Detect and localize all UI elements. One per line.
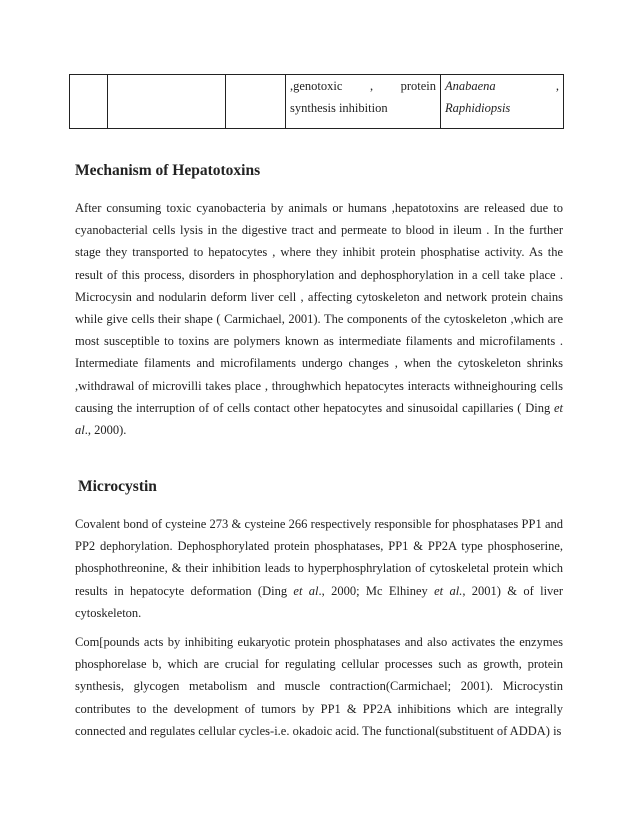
organisms-line-2: Raphidiopsis (445, 101, 511, 115)
paragraph-microcystin-2: Com[pounds acts by inhibiting eukaryotic protein phosphatases and also activates the enzymes phosphorelase b, which are crucial for regulating cellular processes such as growth, protein synthesis, glycogen metabolism and muscle contraction(Carmichael; 2001). Microcystin contributes to the development of tumors by PP1 & PP2A inhibitions which are integrally connected and regulates cellular cycles-i.e. okadoic acid. The functional(substituent of ADDA) is (75, 635, 563, 738)
effects-line-2: synthesis inhibition (290, 101, 388, 115)
table-cell-empty-1 (70, 75, 108, 129)
paragraph-microcystin-1: Covalent bond of cysteine 273 & cysteine 266 respectively responsible for phosphatases PP1 and PP2 dephorylation. Dephosphorylated protein phosphatases, PP1 & PP2A type phosphoserine, phosphothreonine, & their inhibition leads to hyperphosphrylation of cytoskeletal protein which results in hepatocyte deformation (Ding et al., 2000; Mc Elhiney et al., 2001) & of liver cytoskeleton. (75, 517, 564, 620)
continued-table (69, 74, 564, 129)
heading-microcystin: Microcystin (78, 478, 157, 495)
heading-mechanism: Mechanism of Hepatotoxins (75, 162, 261, 179)
effects-line-1: ,genotoxic , protein (290, 79, 436, 93)
table-cell-effects (286, 75, 441, 129)
table-row (70, 75, 564, 129)
table-cell-empty-3 (226, 75, 286, 129)
paragraph-mechanism: After consuming toxic cyanobacteria by animals or humans ,hepatotoxins are released due to cyanobacterial cells lysis in the digestive tract and permeate to blood in ileum . In the further stage they transported to hepatocytes , where they inhibit protein phosphatise activity. As the result of this process, disorders in phosphorylation and dephosphorylation in a cell take place . Microcysin and nodularin deform liver cell , affecting cytoskeleton and network protein chains while give cells their shape ( Carmichael, 2001). The components of the cytoskeleton ,which are most susceptible to toxins are polymers known as intermediate filaments and microfilaments . Intermediate filaments and microfilaments undergo changes , when the cytoskeleton shrinks ,withdrawal of microvilli takes place , throughwhich hepatocytes interacts withneighouring cells causing the interruption of of cells contact other hepatocytes and sinusoidal capillaries ( Ding et al., 2000). (75, 201, 563, 438)
organisms-line-1: Anabaena , (445, 79, 559, 93)
table-cell-organisms (441, 75, 564, 129)
table-cell-empty-2 (108, 75, 226, 129)
